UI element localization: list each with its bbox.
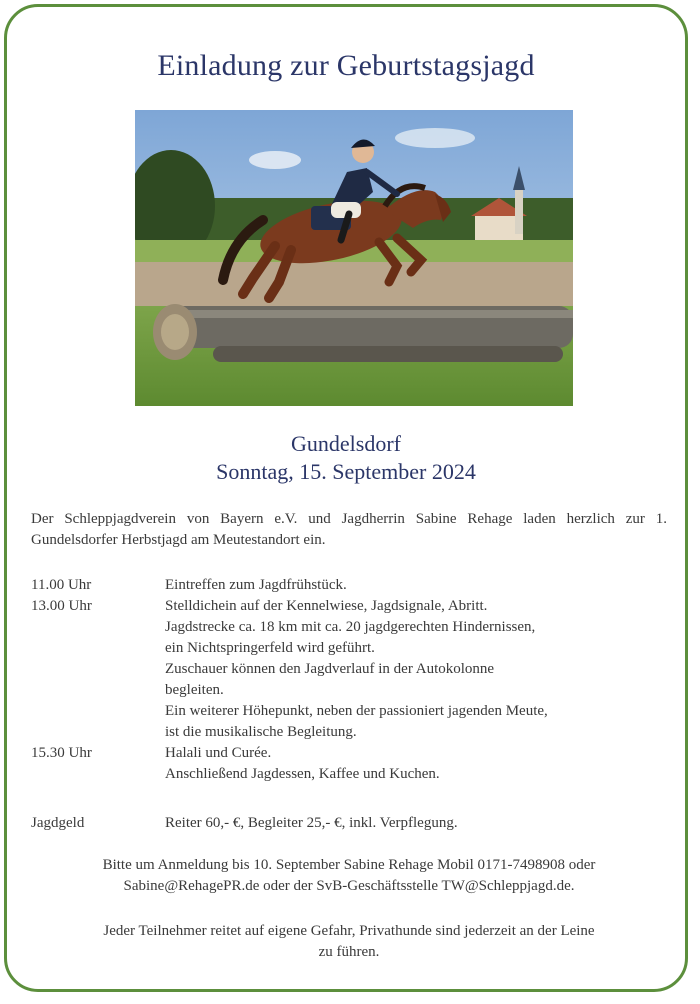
schedule-time: 15.30 Uhr [31, 745, 92, 761]
schedule-line: ein Nichtspringerfeld wird geführt. [165, 640, 375, 656]
schedule-line: begleiten. [165, 682, 224, 698]
fee-row [31, 813, 667, 834]
schedule-line: Ein weiterer Höhepunkt, neben der passioniert jagenden Meute, [165, 703, 548, 719]
schedule-line: Halali und Curée. [165, 745, 272, 761]
registration-line: Bitte um Anmeldung bis 10. September Sabine Rehage Mobil 0171-7498908 oder [102, 857, 596, 873]
schedule-line: Anschließend Jagdessen, Kaffee und Kuchen. [165, 766, 440, 782]
schedule-time: 13.00 Uhr [31, 598, 92, 614]
fee-label: Jagdgeld [31, 815, 85, 831]
registration-note [31, 855, 667, 897]
page-title: Einladung zur Geburtstagsjagd [157, 49, 535, 82]
schedule-row [31, 575, 667, 596]
schedule [31, 575, 667, 785]
schedule-line: Eintreffen zum Jagdfrühstück. [165, 577, 347, 593]
intro-paragraph: Der Schleppjagdverein von Bayern e.V. und Jagdherrin Sabine Rehage laden herzlich zur 1. Gundelsdorfer Herbstjagd am Meutestandort ein. [31, 511, 667, 548]
schedule-line: Zuschauer können den Jagdverlauf in der Autokolonne [165, 661, 495, 677]
invitation-page [4, 4, 688, 992]
fee-text: Reiter 60,- €, Begleiter 25,- €, inkl. Verpflegung. [165, 815, 458, 831]
schedule-details [165, 743, 667, 785]
schedule-line: Jagdstrecke ca. 18 km mit ca. 20 jagdgerechten Hindernissen, [165, 619, 536, 635]
schedule-row [31, 743, 667, 785]
horse-jump-photo [135, 110, 573, 406]
event-location: Gundelsdorf [291, 431, 401, 456]
schedule-row [31, 596, 667, 743]
schedule-details [165, 596, 667, 743]
event-date: Sonntag, 15. September 2024 [216, 459, 476, 484]
schedule-line: ist die musikalische Begleitung. [165, 724, 357, 740]
disclaimer-line: Jeder Teilnehmer reitet auf eigene Gefahr, Privathunde sind jederzeit an der Leine [103, 923, 595, 939]
schedule-line: Stelldichein auf der Kennelwiese, Jagdsignale, Abritt. [165, 598, 488, 614]
schedule-time: 11.00 Uhr [31, 577, 92, 593]
registration-line: Sabine@RehagePR.de oder der SvB-Geschäftsstelle TW@Schleppjagd.de. [123, 878, 575, 894]
disclaimer-line: zu führen. [318, 944, 380, 960]
disclaimer-note [31, 921, 667, 963]
schedule-details [165, 575, 667, 596]
